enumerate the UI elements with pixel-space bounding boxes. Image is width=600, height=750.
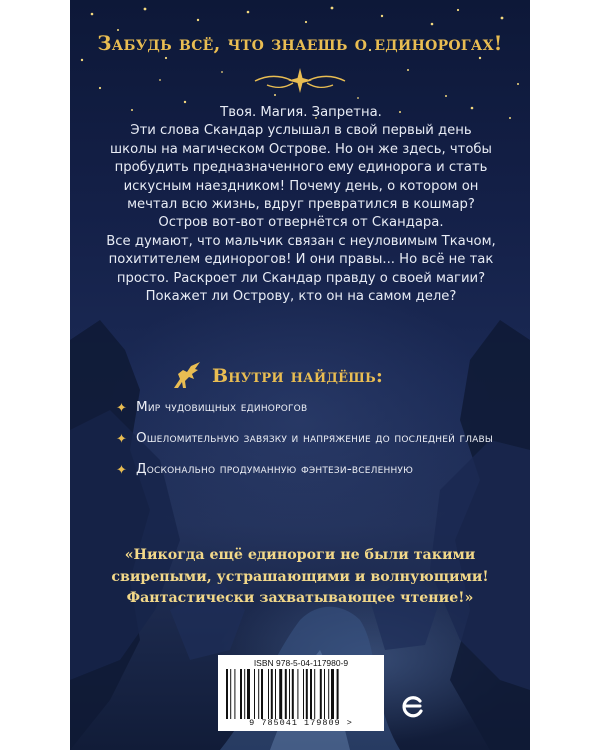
blurb-paragraph-1: Эти слова Скандар услышал в свой первый день школы на магическом Острове. Но он же здесь, чтобы пробудить предназначенного ему единорога и стать искусным наездником! Почему день, о котором он мечтал всю жизнь, вдруг превратился в кошмар? Остров вот-вот отвернётся от Скандара. [110, 123, 492, 231]
barcode-stripe [247, 669, 250, 719]
barcode-stripe [244, 669, 245, 719]
barcode-stripe [337, 669, 339, 719]
barcode-stripe [226, 669, 228, 719]
four-point-star-icon: ✦ [116, 432, 128, 447]
inside-section-heading [170, 358, 383, 394]
barcode-stripe [234, 669, 235, 719]
blurb-tagline: Твоя. Магия. Запретна. [220, 105, 382, 120]
barcode-stripe [306, 669, 308, 719]
blurb-paragraph-2: Все думают, что мальчик связан с неуловимым Ткачом, похитителем единорогов! И они правы... Но всё не так просто. Раскроет ли Скандар правду о своей магии? Покажет ли Острову, кто он на самом деле? [106, 233, 496, 305]
barcode-stripe [271, 669, 273, 719]
book-back-cover [70, 0, 530, 750]
barcode-stripe [285, 669, 287, 719]
isbn-label: ISBN 978-5-04-117980-9 [253, 658, 349, 668]
four-point-star-icon: ✦ [116, 463, 128, 478]
barcode-stripe [314, 669, 315, 719]
barcode-stripe [320, 669, 322, 719]
cover-headline: Забудь всё, что знаешь о единорогах! [97, 32, 503, 55]
list-item [114, 398, 504, 417]
barcode-stripe [292, 669, 294, 719]
four-point-star-icon: ✦ [116, 401, 128, 416]
barcode-digits: 9 785041 179809 > [249, 718, 353, 728]
pegasus-icon [170, 361, 202, 391]
barcode-stripe [230, 669, 231, 719]
list-item [114, 429, 504, 448]
feature-text: Ошеломительную завязку и напряжение до последней главы [136, 430, 494, 446]
barcode-stripe [279, 669, 282, 719]
barcode-stripe [261, 669, 263, 719]
feature-list [114, 398, 504, 491]
barcode-stripe [275, 669, 276, 719]
ornament-divider-icon [253, 64, 347, 94]
barcode-stripe [254, 669, 255, 719]
barcode-panel [218, 655, 384, 731]
barcode-stripe [303, 669, 304, 719]
barcode-stripe [310, 669, 312, 719]
publisher-logo-icon [400, 693, 426, 719]
feature-text: Досконально продуманную фэнтези-вселенную [136, 461, 414, 477]
inside-title: Внутри найдёшь: [212, 365, 384, 387]
barcode-stripe [258, 669, 259, 719]
barcode-stripe [297, 669, 298, 719]
barcode-stripe [324, 669, 325, 719]
barcode-stripe [328, 669, 329, 719]
barcode-stripe [240, 669, 242, 719]
barcode-stripe [331, 669, 334, 719]
barcode-stripe [268, 669, 269, 719]
barcode-stripe [289, 669, 290, 719]
review-quote: «Никогда ещё единороги не были такими свирепыми, устрашающими и волнующими! Фантастически захватывающее чтение!» [111, 547, 489, 606]
blurb-text [106, 104, 496, 306]
list-item [114, 460, 504, 479]
feature-text: Мир чудовищных единорогов [136, 399, 308, 415]
barcode-icon [224, 669, 378, 719]
